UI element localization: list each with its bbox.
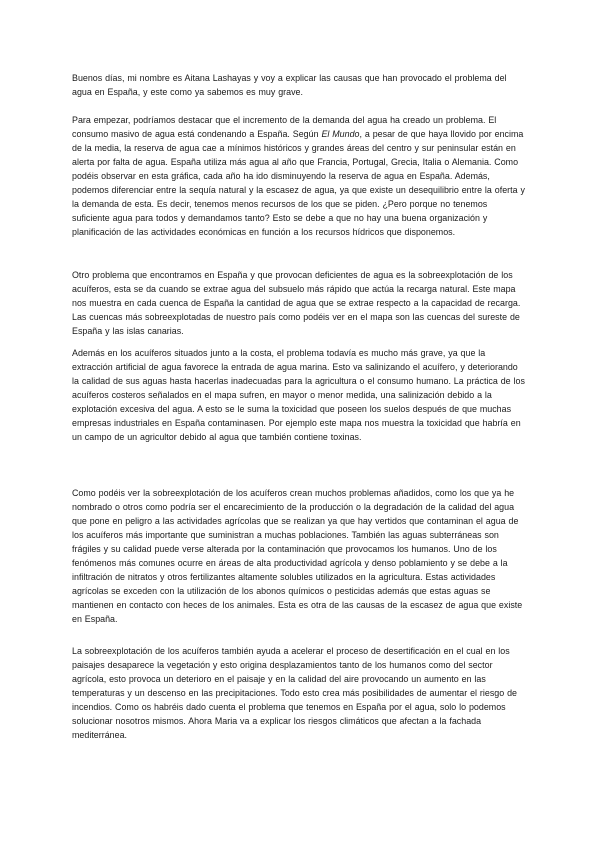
paragraph-water-demand [72,113,527,239]
text-segment: , a pesar de que haya llovido por encima de la media, la reserva de agua cae a mínimos históricos y grandes áreas del centro y sur peninsular están en alerta por falta de agua. España utiliza más agua al año que Francia, Portugal, Grecia, Italia o Alemania. Como podéis observar en esta gráfica, cada año ha ido disminuyendo la reserva de agua en España. Además, podemos diferenciar entre la sequía natural y la escasez de agua, ya que existe un desequilibrio entre la oferta y la demanda de esta. Es decir, tenemos menos recursos de los que se piden. ¿Pero porque no tenemos suficiente agua para todos y demandamos tanto? Esto se debe a que no hay una buena organización y planificación de las actividades económicas en función a los recursos hídricos que disponemos. [72,129,525,237]
paragraph-desertification [72,644,527,742]
paragraph-intro [72,71,527,99]
text-segment: Para empezar, podríamos destacar que el incremento de la demanda del agua ha creado un problema. El consumo masivo de agua está condenando a España. Según [72,115,497,139]
paragraph-coastal-salinization [72,346,527,444]
text-segment: La sobreexplotación de los acuíferos también ayuda a acelerar el proceso de desertificación en el cual en los paisajes desaparece la vegetación y esto origina desplazamientos tanto de los humanos como del sector agrícola, esto provoca un deterioro en el paisaje y en la calidad del aire provocando un aumento en las temperaturas y un descenso en las precipitaciones. Todo esto crea más posibilidades de aumentar el riesgo de incendios. Como os habréis dado cuenta el problema que tenemos en España por el agua, solo lo podemos solucionar nosotros mismos. Ahora Maria va a explicar los riesgos climáticos que afectan a la fachada mediterránea. [72,646,518,740]
italic-source-name: El Mundo [321,129,360,139]
paragraph-aquifer-overexploitation [72,268,527,338]
text-segment: Otro problema que encontramos en España y que provocan deficientes de agua es la sobreexplotación de los acuíferos, esta se da cuando se extrae agua del subsuelo más rápido que actúa la recarga natural. Este mapa nos muestra en cada cuenca de España la cantidad de agua que se extrae respecto a la capacidad de recarga. Las cuencas más sobreexplotadas de nuestro país como podéis ver en el mapa son las cuencas del sureste de España y las islas canarias. [72,270,521,336]
text-segment: Además en los acuíferos situados junto a la costa, el problema todavía es mucho más grave, ya que la extracción artificial de agua favorece la entrada de agua marina. Esto va salinizando el acuífero, y deteriorando la calidad de sus aguas hasta hacerlas inadecuadas para la agricultura o el consumo humano. La práctica de los acuíferos costeros señalados en el mapa sufren, en mayor o menor medida, una salinización debido a la explotación excesiva del agua. A esto se le suma la toxicidad que poseen los suelos después de que muchas empresas industriales en España contaminasen. Por ejemplo este mapa nos muestra la toxicidad que habría en un campo de un agricultor debido al agua que también contiene toxinas. [72,348,525,442]
text-segment: Como podéis ver la sobreexplotación de los acuíferos crean muchos problemas añadidos, como los que ya he nombrado o otros como podría ser el encarecimiento de la producción o la degradación de la calidad del agua que pone en peligro a las actividades agrícolas que se realizan ya que hay vertidos que contaminan el agua de los acuíferos más importante que suministran a muchas poblaciones. También las aguas subterráneas son frágiles y su calidad puede verse alterada por la contaminación que provocamos los humanos. Uno de los fenómenos más comunes ocurre en áreas de alta productividad agrícola y denso poblamiento y se debe a la infiltración de nitratos y otros fertilizantes altamente solubles utilizados en la agricultura. Estas actividades agrícolas se exceden con la utilización de los abonos químicos o pesticidas además que estas aguas se mantienen en contacto con heces de los animales. Esta es otra de las causas de la escasez de agua que existe en España. [72,488,523,624]
paragraph-added-problems [72,486,527,626]
text-segment: Buenos días, mi nombre es Aitana Lashayas y voy a explicar las causas que han provocado el problema del agua en España, y este como ya sabemos es muy grave. [72,73,507,97]
